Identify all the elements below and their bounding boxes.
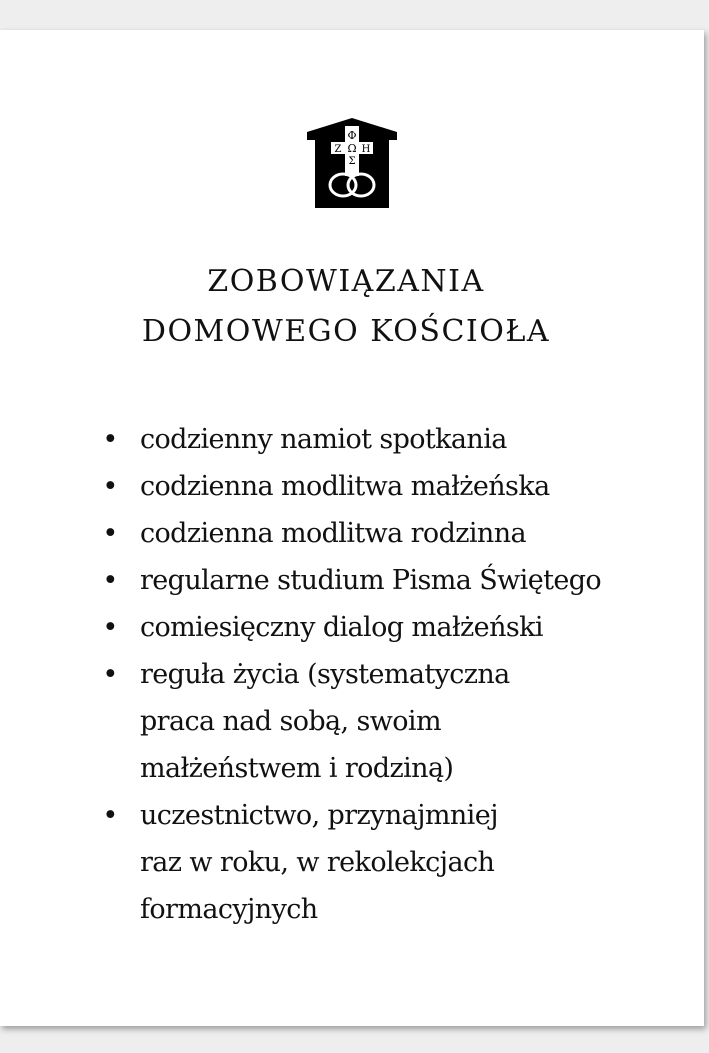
document-card (0, 30, 704, 1026)
logo-letter-sigma: Σ (348, 156, 356, 167)
logo-letter-zeta: Ζ (334, 144, 342, 155)
commitment-line: uczestnictwo, przynajmniej (140, 800, 498, 831)
bullet-icon: • (102, 424, 118, 455)
domestic-church-logo (307, 118, 397, 208)
title-line-1: ZOBOWIĄZANIA (207, 264, 485, 299)
commitment-item (100, 792, 680, 933)
bullet-icon: • (102, 518, 118, 549)
commitment-line: formacyjnych (140, 894, 318, 925)
commitment-item (100, 510, 680, 557)
bullet-icon: • (102, 800, 118, 831)
commitment-line: raz w roku, w rekolekcjach (140, 847, 495, 878)
title-line-2: DOMOWEGO KOŚCIOŁA (141, 314, 551, 349)
bullet-icon: • (102, 659, 118, 690)
commitment-item (100, 604, 680, 651)
commitment-item (100, 463, 680, 510)
logo-letter-phi: Φ (347, 129, 357, 142)
commitment-item (100, 651, 680, 792)
commitment-item (100, 416, 680, 463)
logo-letter-eta: Η (361, 144, 371, 155)
commitment-line: comiesięczny dialog małżeński (140, 612, 543, 643)
commitment-line: codzienna modlitwa małżeńska (140, 471, 550, 502)
commitment-item (100, 557, 680, 604)
commitment-line: reguła życia (systematyczna (140, 659, 510, 690)
commitment-line: codzienny namiot spotkania (140, 424, 507, 455)
bullet-icon: • (102, 612, 118, 643)
commitment-line: regularne studium Pisma Świętego (140, 565, 602, 596)
commitment-line: praca nad sobą, swoim (140, 706, 441, 737)
logo-letter-omega: Ω (347, 142, 357, 155)
commitments-list (100, 416, 680, 933)
commitment-line: codzienna modlitwa rodzinna (140, 518, 526, 549)
bullet-icon: • (102, 565, 118, 596)
bullet-icon: • (102, 471, 118, 502)
commitment-line: małżeństwem i rodziną) (140, 753, 454, 784)
